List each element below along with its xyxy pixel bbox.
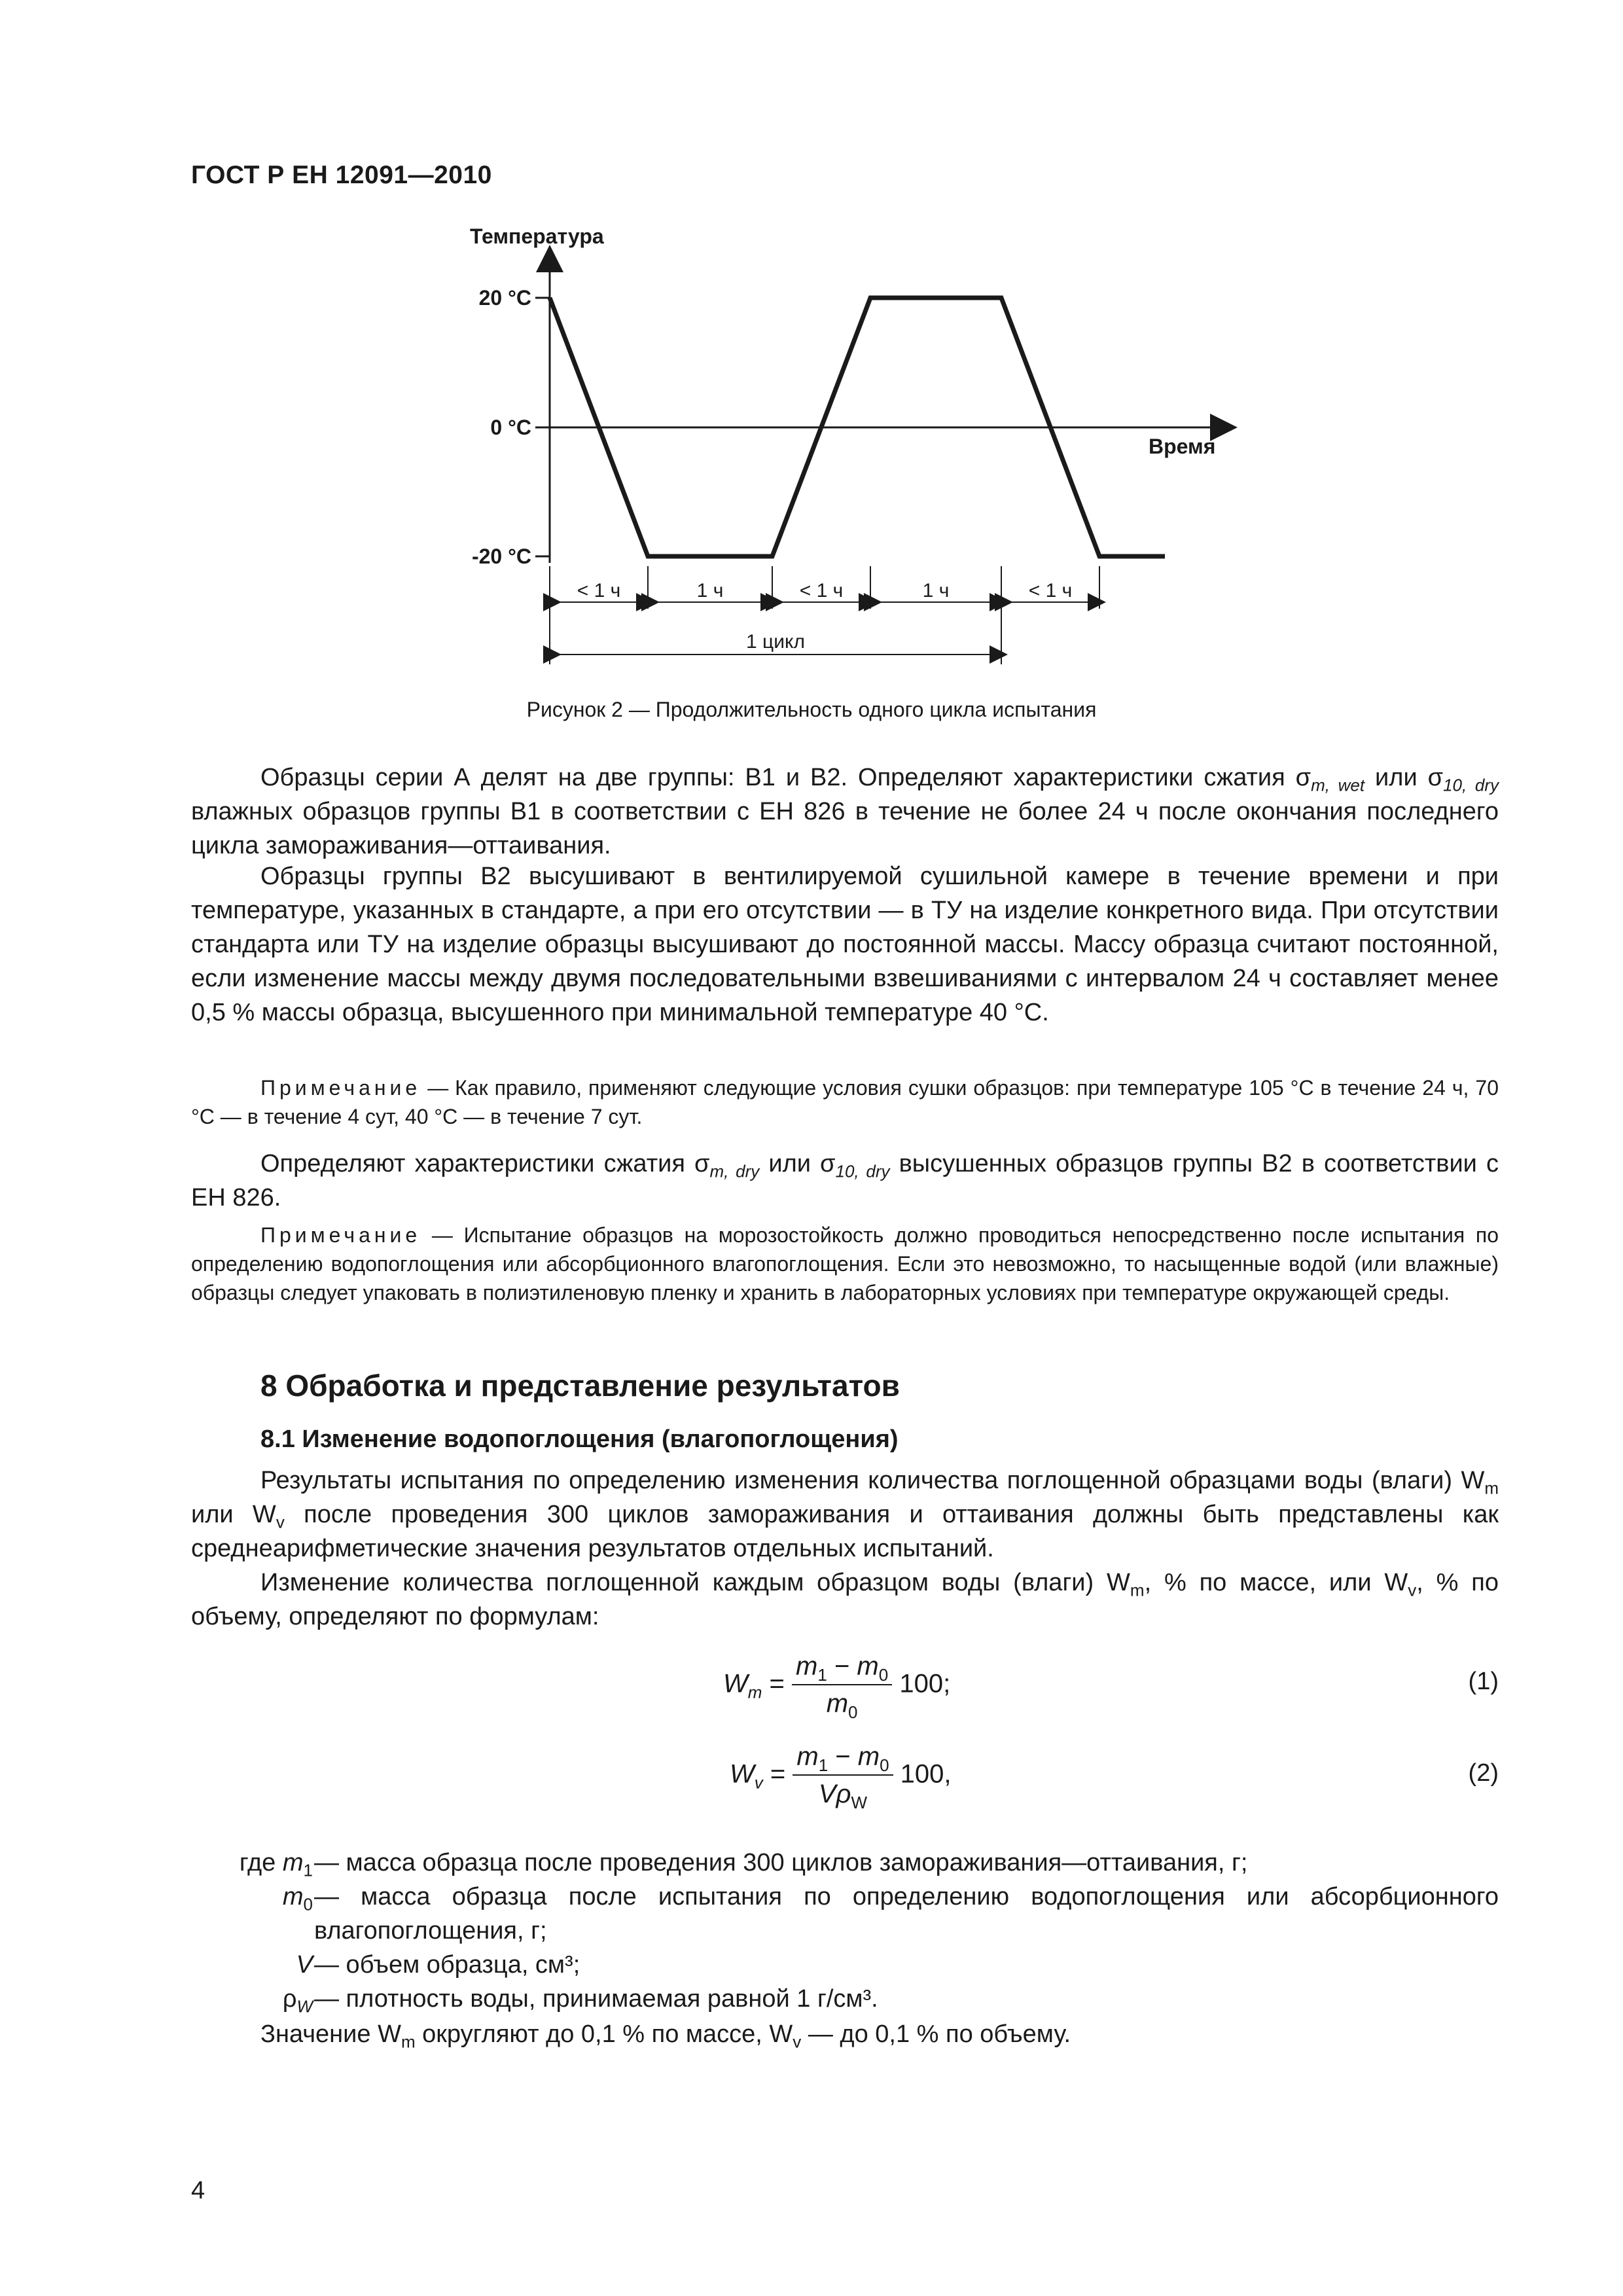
equation-number-2: (2): [1468, 1759, 1499, 1787]
paragraph-3: Определяют характеристики сжатия $\sigma_{m, dry}$ или $\sigma_{10, dry}$ высушенных образцов группы В2 в соответствии с ЕН 826.: [191, 1150, 1499, 1211]
figure-caption: Рисунок 2 — Продолжительность одного цикла испытания: [526, 698, 1097, 721]
legend-item: V — объем образца, см³;: [296, 1951, 580, 1979]
tick-label-20: 20 °C: [478, 286, 531, 310]
tick-label-0: 0 °C: [490, 416, 531, 439]
document-header: ГОСТ Р ЕН 12091—2010: [191, 161, 492, 189]
legend-item: $\rho_W$ — плотность воды, принимаемая равной 1 г/см³.: [282, 1985, 878, 2017]
paragraph-5: Изменение количества поглощенной каждым образцом воды (влаги) $W_m$, % по массе, или $W_v$, % по объему, определяют по формулам:: [191, 1569, 1499, 1630]
interval-label-3: < 1 ч: [799, 580, 844, 601]
interval-label-2: 1 ч: [696, 580, 724, 601]
note-1: Примечание — Как правило, применяют следующие условия сушки образцов: при температуре 105 °С в течение 24 ч, 70 °С — в течение 4 сут, 40 °С — в течение 7 сут.: [191, 1076, 1499, 1128]
x-axis-label: Время: [1149, 435, 1216, 458]
formula-2: $W_v$ = $m_1 - m_0$ $V\rho_W$ 100,: [730, 1742, 952, 1812]
interval-label-1: < 1 ч: [577, 580, 621, 601]
formula-legend: [169, 1846, 1497, 2016]
tick-label-minus20: -20 °C: [471, 545, 531, 568]
section-8-heading: 8 Обработка и представление результатов: [260, 1369, 900, 1403]
paragraph-2: Образцы группы В2 высушивают в вентилируемой сушильной камере в течение времени и при температуре, указанных в стандарте, а при его отсутствии — в ТУ на изделие конкретного вида. При отсутствии стандарта или ТУ на изделие образцы высушивают до постоянной массы. Массу образца считают постоянной, если изменение массы между двумя последовательными взвешиваниями с интервалом 24 ч составляет менее 0,5 % массы образца, высушенного при минимальной температуре 40 °С.: [191, 863, 1499, 1026]
interval-label-4: 1 ч: [922, 580, 950, 601]
note-2: Примечание — Испытание образцов на морозостойкость должно проводиться непосредственно после испытания по определению водопоглощения или абсорбционного влагопоглощения. Если это невозможно, то насыщенные водой (или влажные) образцы следует упаковать в полиэтиленовую пленку и хранить в лабораторных условиях при температуре окружающей среды.: [191, 1223, 1499, 1304]
temperature-cycle-diagram: [393, 209, 1309, 720]
section-8-1-heading: 8.1 Изменение водопоглощения (влагопоглощения): [260, 1426, 899, 1453]
paragraph-6: Значение $W_m$ округляют до 0,1 % по массе, $W_v$ — до 0,1 % по объему.: [260, 2020, 1071, 2052]
y-axis-label: Температура: [470, 224, 604, 248]
formula-1: $W_m$ = $\frac{m_1 - m_0}{m_0}$ 100;: [723, 1652, 951, 1722]
page-number: 4: [191, 2177, 205, 2204]
paragraph-4: Результаты испытания по определению изменения количества поглощенной образцами воды (влаги) $W_m$ или $W_v$ после проведения 300 циклов замораживания и оттаивания должны быть представлены как среднеарифметические значения результатов отдельных испытаний.: [191, 1467, 1499, 1562]
cycle-label: 1 цикл: [746, 631, 805, 653]
equation-number-1: (1): [1468, 1668, 1499, 1695]
paragraph-1: Образцы серии А делят на две группы: В1 и В2. Определяют характеристики сжатия $\sigma_{m, wet}$ или $\sigma_{10, dry}$ влажных образцов группы В1 в соответствии с ЕН 826 в течение не более 24 ч после окончания последнего цикла замораживания—оттаивания.: [191, 764, 1499, 859]
legend-item: $m_0$ — масса образца после испытания по определению водопоглощения или абсорбционного влагопоглощения, г;: [282, 1883, 1499, 1945]
legend-item: где $m_1$ — масса образца после проведения 300 циклов замораживания—оттаивания, г;: [239, 1849, 1248, 1880]
interval-label-5: < 1 ч: [1028, 580, 1073, 601]
